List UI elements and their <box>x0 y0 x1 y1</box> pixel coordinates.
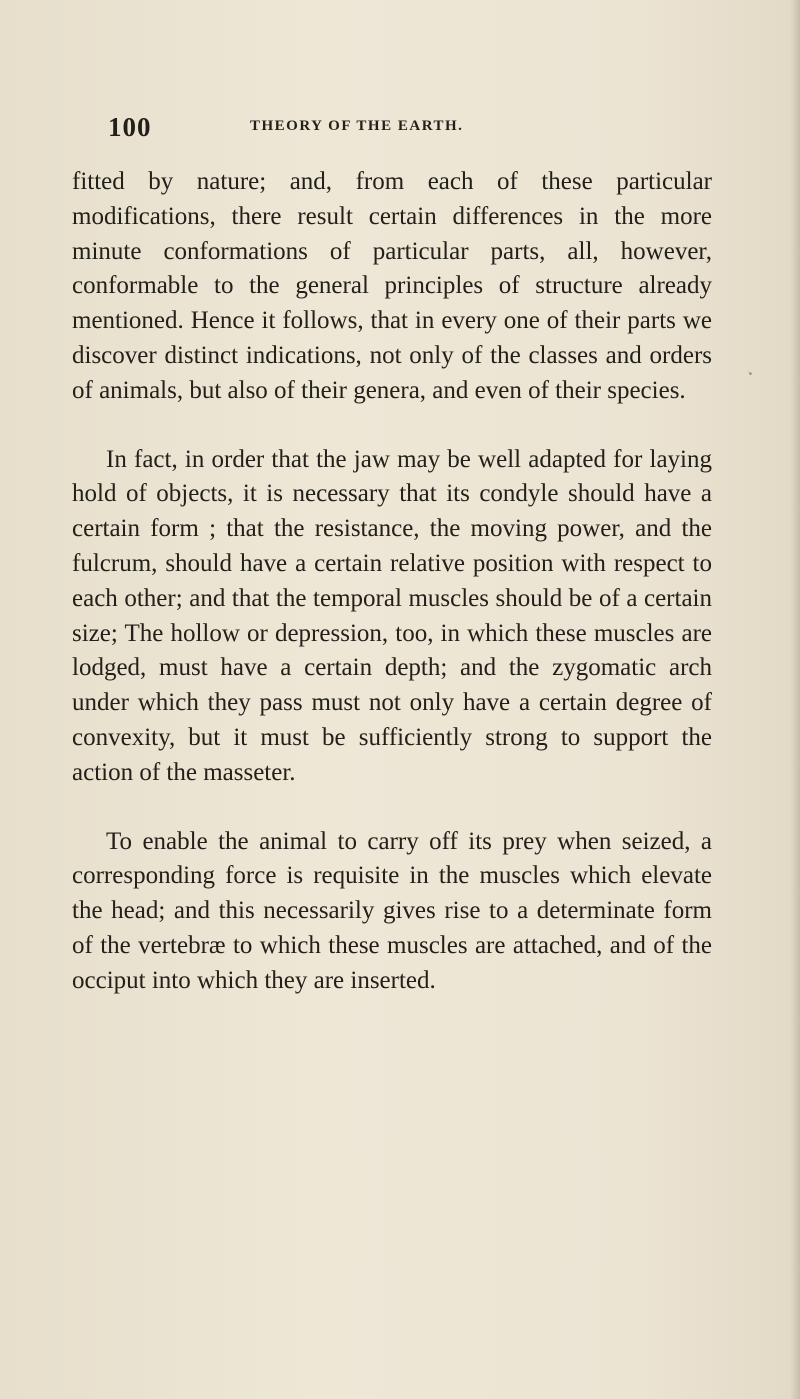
running-title: THEORY OF THE EARTH. <box>250 118 464 134</box>
page-number: 100 <box>108 112 152 142</box>
body-text <box>72 165 712 999</box>
paragraph-3: To enable the animal to carry off its prey when seized, a corresponding force is requisite in the muscles which elevate the head; and this necessarily gives rise to a determinate form of the vertebræ to which these muscles are attached, and of the occiput into which they are inserted. <box>72 827 712 994</box>
page-edge-shadow <box>790 0 800 1399</box>
paragraph-2: In fact, in order that the jaw may be well adapted for laying hold of objects, it is necessary that its condyle should have a certain form ; that the resistance, the moving power, and the fulcrum, should have a certain relative position with respect to each other; and that the temporal muscles should be of a certain size; The hollow or depression, too, in which these muscles are lodged, must have a certain depth; and the zygomatic arch under which they pass must not only have a certain degree of convexity, but it must be sufficiently strong to support the action of the masseter. <box>72 445 712 786</box>
paragraph-1: fitted by nature; and, from each of these particular modifications, there result certain differences in the more minute conformations of particular parts, all, however, conformable to the general principles of structure already mentioned. Hence it follows, that in every one of their parts we discover distinct indications, not only of the classes and orders of animals, but also of their genera, and even of their species. <box>72 168 712 404</box>
running-head <box>108 112 708 142</box>
